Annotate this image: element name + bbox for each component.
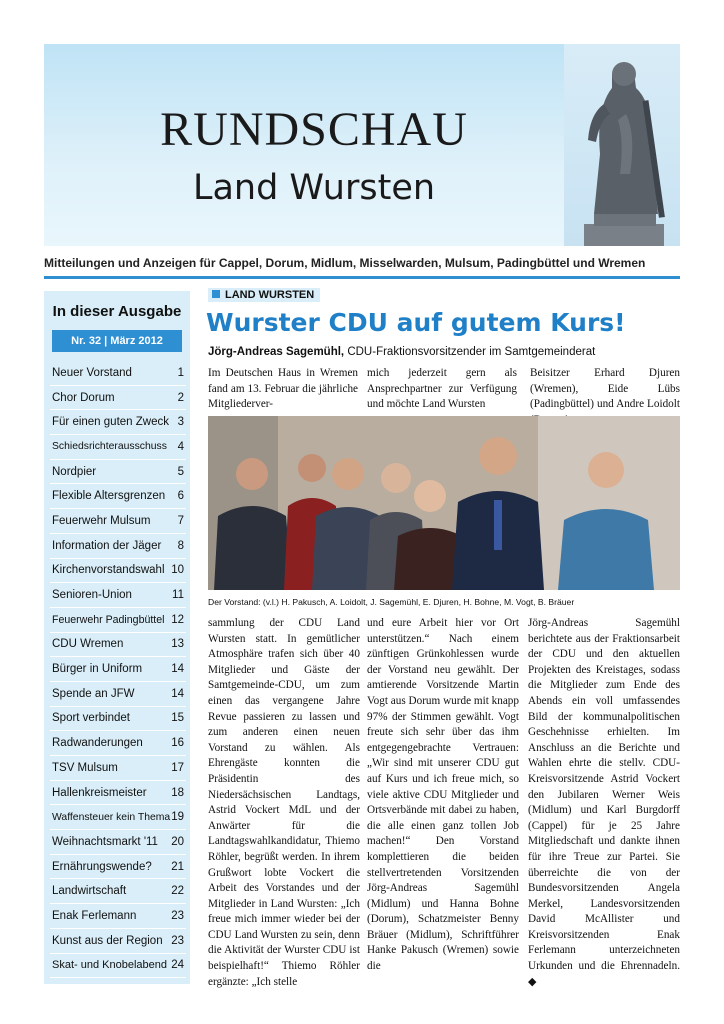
contents-item-page: 14 xyxy=(171,687,184,700)
issue-badge: Nr. 32 | März 2012 xyxy=(52,330,182,352)
contents-item xyxy=(50,386,186,411)
contents-item-label: Ernährungswende? xyxy=(52,860,152,873)
contents-item-label: CDU Wremen xyxy=(52,638,124,651)
contents-item-label: Information der Jäger xyxy=(52,539,162,552)
contents-item-label: Feuerwehr Padingbüttel xyxy=(52,613,165,626)
kicker-square-icon xyxy=(212,290,220,298)
masthead xyxy=(44,44,680,246)
contents-item-page: 21 xyxy=(171,860,184,873)
contents-item-page: 12 xyxy=(171,613,184,626)
contents-item xyxy=(50,731,186,756)
contents-item xyxy=(50,830,186,855)
contents-item xyxy=(50,855,186,880)
contents-heading: In dieser Ausgabe xyxy=(52,303,182,320)
contents-item-label: Waffensteuer kein Thema xyxy=(52,811,171,823)
contents-item-page: 20 xyxy=(171,835,184,848)
contents-item-page: 10 xyxy=(171,564,184,577)
contents-item xyxy=(50,460,186,485)
photo-caption: Der Vorstand: (v.l.) H. Pakusch, A. Loidolt, J. Sagemühl, E. Djuren, H. Bohne, M. Vogt, B. Bräuer xyxy=(208,597,575,607)
article-body-col3: Jörg-Andreas Sagemühl berichtete aus der Fraktionsarbeit der CDU und den aktuellen Projekten des Kreistages, sodass die Mitglieder zum Ende des Abends ein voll umfassendes Bild der kommunalpolitischen Geschehnisse erhielten. Im Anschluss an die Berichte und Wahlen ehrte die stellv. CDU-Kreisvorsitzende Astrid Vockert den Jubilaren Werner Weis (Midlum) und Karl Burgdorff (Cappel) für je 25 Jahre Mitgliedschaft und dankte ihnen für ihre Treue zur Partei. Sie überreichte die von der Bundesvorsitzenden Angela Merkel, Landesvorsitzenden David McAllister und Kreisvorsitzenden Enak Ferlemann unterzeichneten Urkunden und die Ehrennadeln. ◆ xyxy=(528,617,680,988)
contents-item-page: 17 xyxy=(171,761,184,774)
contents-item-label: Hallenkreismeister xyxy=(52,786,147,799)
contents-item xyxy=(50,583,186,608)
contents-item-label: Chor Dorum xyxy=(52,391,115,404)
contents-item-page: 11 xyxy=(172,589,184,602)
contents-item-page: 19 xyxy=(171,811,184,824)
contents-item-label: Senioren-Union xyxy=(52,589,132,602)
contents-item xyxy=(50,509,186,534)
contents-item xyxy=(50,781,186,806)
contents-item xyxy=(50,805,186,830)
header-rule xyxy=(44,276,680,279)
contents-item-page: 1 xyxy=(177,366,184,379)
group-photo-illustration xyxy=(208,416,680,590)
board-group-photo xyxy=(208,416,680,590)
article-body-col1: sammlung der CDU Land Wursten statt. In gemütlicher Atmosphäre trafen sich über 40 Mitglieder und Gäste der Samtgemeinde-CDU, um zum einen das vergangene Jahre Revue passieren zu lassen und zum anderen einen neuen Vorstand zu wählen. Als Ehrengäste konnten die Präsidentin des Niedersächsischen Landtags, Astrid Vockert MdL und der Anwärter für die Landtagswahlkandidatur, Thiemo Röhler, begrüßt werden. In ihrem Grußwort lobte Vockert die Arbeit des Vorstandes und der Mitglieder in Land Wursten: „Ich freue mich immer wieder bei der CDU Land Wursten zu sein, denn die Aktivität der Wurster CDU ist beispielhaft!“ Thiemo Röhler ergänzte: „Ich stelle xyxy=(208,617,360,988)
article-byline xyxy=(208,346,595,358)
masthead-title: RUNDSCHAU xyxy=(160,103,468,156)
contents-item xyxy=(50,954,186,979)
contents-item-page: 5 xyxy=(177,465,184,478)
contents-item-label: Kunst aus der Region xyxy=(52,934,163,947)
kicker-label: LAND WURSTEN xyxy=(225,289,315,301)
contents-item xyxy=(50,484,186,509)
contents-item-label: Bürger in Uniform xyxy=(52,663,143,676)
contents-item xyxy=(50,929,186,954)
contents-item xyxy=(50,559,186,584)
contents-item-label: Skat- und Knobelabend xyxy=(52,959,167,972)
contents-item-page: 16 xyxy=(171,737,184,750)
contents-item-page: 23 xyxy=(171,909,184,922)
contents-item xyxy=(50,879,186,904)
article-intro-col3: Beisitzer Erhard Djuren (Wremen), Eide Lübs (Padingbüttel) und Andre Loidolt xyxy=(530,367,680,411)
contents-item-page: 14 xyxy=(171,663,184,676)
contents-item-label: Kirchenvorstandswahl xyxy=(52,564,165,577)
masthead-subtitle: Land Wursten xyxy=(192,168,436,208)
contents-item-page: 18 xyxy=(171,786,184,799)
article-headline: Wurster CDU auf gutem Kurs! xyxy=(206,308,626,337)
article-intro-col1: Im Deutschen Haus in Wremen fand am 13. Februar die jährliche Mitgliederver- xyxy=(208,367,358,411)
contents-item xyxy=(50,435,186,460)
contents-item xyxy=(50,608,186,633)
byline-name: Jörg-Andreas Sagemühl, xyxy=(208,346,345,358)
byline-role: CDU-Fraktionsvorsitzender im Samtgemeinderat xyxy=(344,346,596,358)
contents-item xyxy=(50,707,186,732)
contents-item xyxy=(50,682,186,707)
contents-item-page: 23 xyxy=(171,934,184,947)
contents-item xyxy=(50,534,186,559)
contents-item-label: Landwirtschaft xyxy=(52,885,127,898)
statue-illustration xyxy=(564,44,680,246)
section-kicker xyxy=(208,288,320,302)
contents-item xyxy=(50,410,186,435)
contents-item-label: Flexible Altersgrenzen xyxy=(52,490,166,503)
contents-item-label: Sport verbindet xyxy=(52,712,130,725)
contents-item-page: 22 xyxy=(171,885,184,898)
contents-item-page: 15 xyxy=(171,712,184,725)
contents-item-page: 6 xyxy=(177,490,184,503)
contents-list xyxy=(50,361,186,978)
contents-item-page: 2 xyxy=(177,391,184,404)
contents-item-page: 4 xyxy=(177,440,184,453)
contents-item-label: Schiedsrichterausschuss xyxy=(52,441,167,453)
contents-item xyxy=(50,361,186,386)
contents-item-page: 24 xyxy=(171,959,184,972)
contents-item-label: TSV Mulsum xyxy=(52,761,118,774)
contents-item-label: Weihnachtsmarkt '11 xyxy=(52,835,158,848)
contents-item-page: 13 xyxy=(171,638,184,651)
contents-sidebar xyxy=(44,291,190,984)
contents-item-page: 8 xyxy=(177,539,184,552)
contents-item-label: Radwanderungen xyxy=(52,737,143,750)
contents-item xyxy=(50,904,186,929)
contents-item xyxy=(50,657,186,682)
contents-item xyxy=(50,756,186,781)
tagline: Mitteilungen und Anzeigen für Cappel, Dorum, Midlum, Misselwarden, Mulsum, Padingbüttel und Wremen xyxy=(44,256,646,270)
contents-item-page: 3 xyxy=(177,416,184,429)
article-body-col2: und eure Arbeit hier vor Ort unterstützen.“ Nach einem zünftigen Grünkohlessen wurde der Vorstand neu gewählt. Der amtierende Vorsitzende Martin Vogt aus Dorum wurde mit knapp 97% der Stimmen gewählt. Vogt freute sich sehr über das ihm entgegengebrachte Vertrauen: „Wir sind mit unserer CDU gut auf Kurs und ich freue mich, so viele aktive CDU Mitglieder und Ortsverbände mit dabei zu haben, die alle einen ganz tollen Job machen!“ Den Vorstand komplettieren die beiden stellvertretenden Vorsitzenden Jörg-Andreas Sagemühl (Midlum) und Hanna Bohne (Dorum), Schatzmeister Benny Bräuer (Midlum), Schriftführer Hanke Pakusch (Wremen) sowie die xyxy=(367,617,519,973)
contents-item-label: Nordpier xyxy=(52,465,97,478)
contents-item-label: Enak Ferlemann xyxy=(52,909,137,922)
contents-item xyxy=(50,633,186,658)
statue-image xyxy=(564,44,680,246)
contents-item-label: Feuerwehr Mulsum xyxy=(52,514,151,527)
contents-item-label: Spende an JFW xyxy=(52,687,135,700)
contents-item-page: 7 xyxy=(177,514,184,527)
contents-item-label: Für einen guten Zweck xyxy=(52,416,169,429)
contents-item-label: Neuer Vorstand xyxy=(52,366,132,379)
article-intro-col2: mich jederzeit gern als Ansprechpartner zur Verfügung und möchte Land Wursten xyxy=(367,367,517,411)
